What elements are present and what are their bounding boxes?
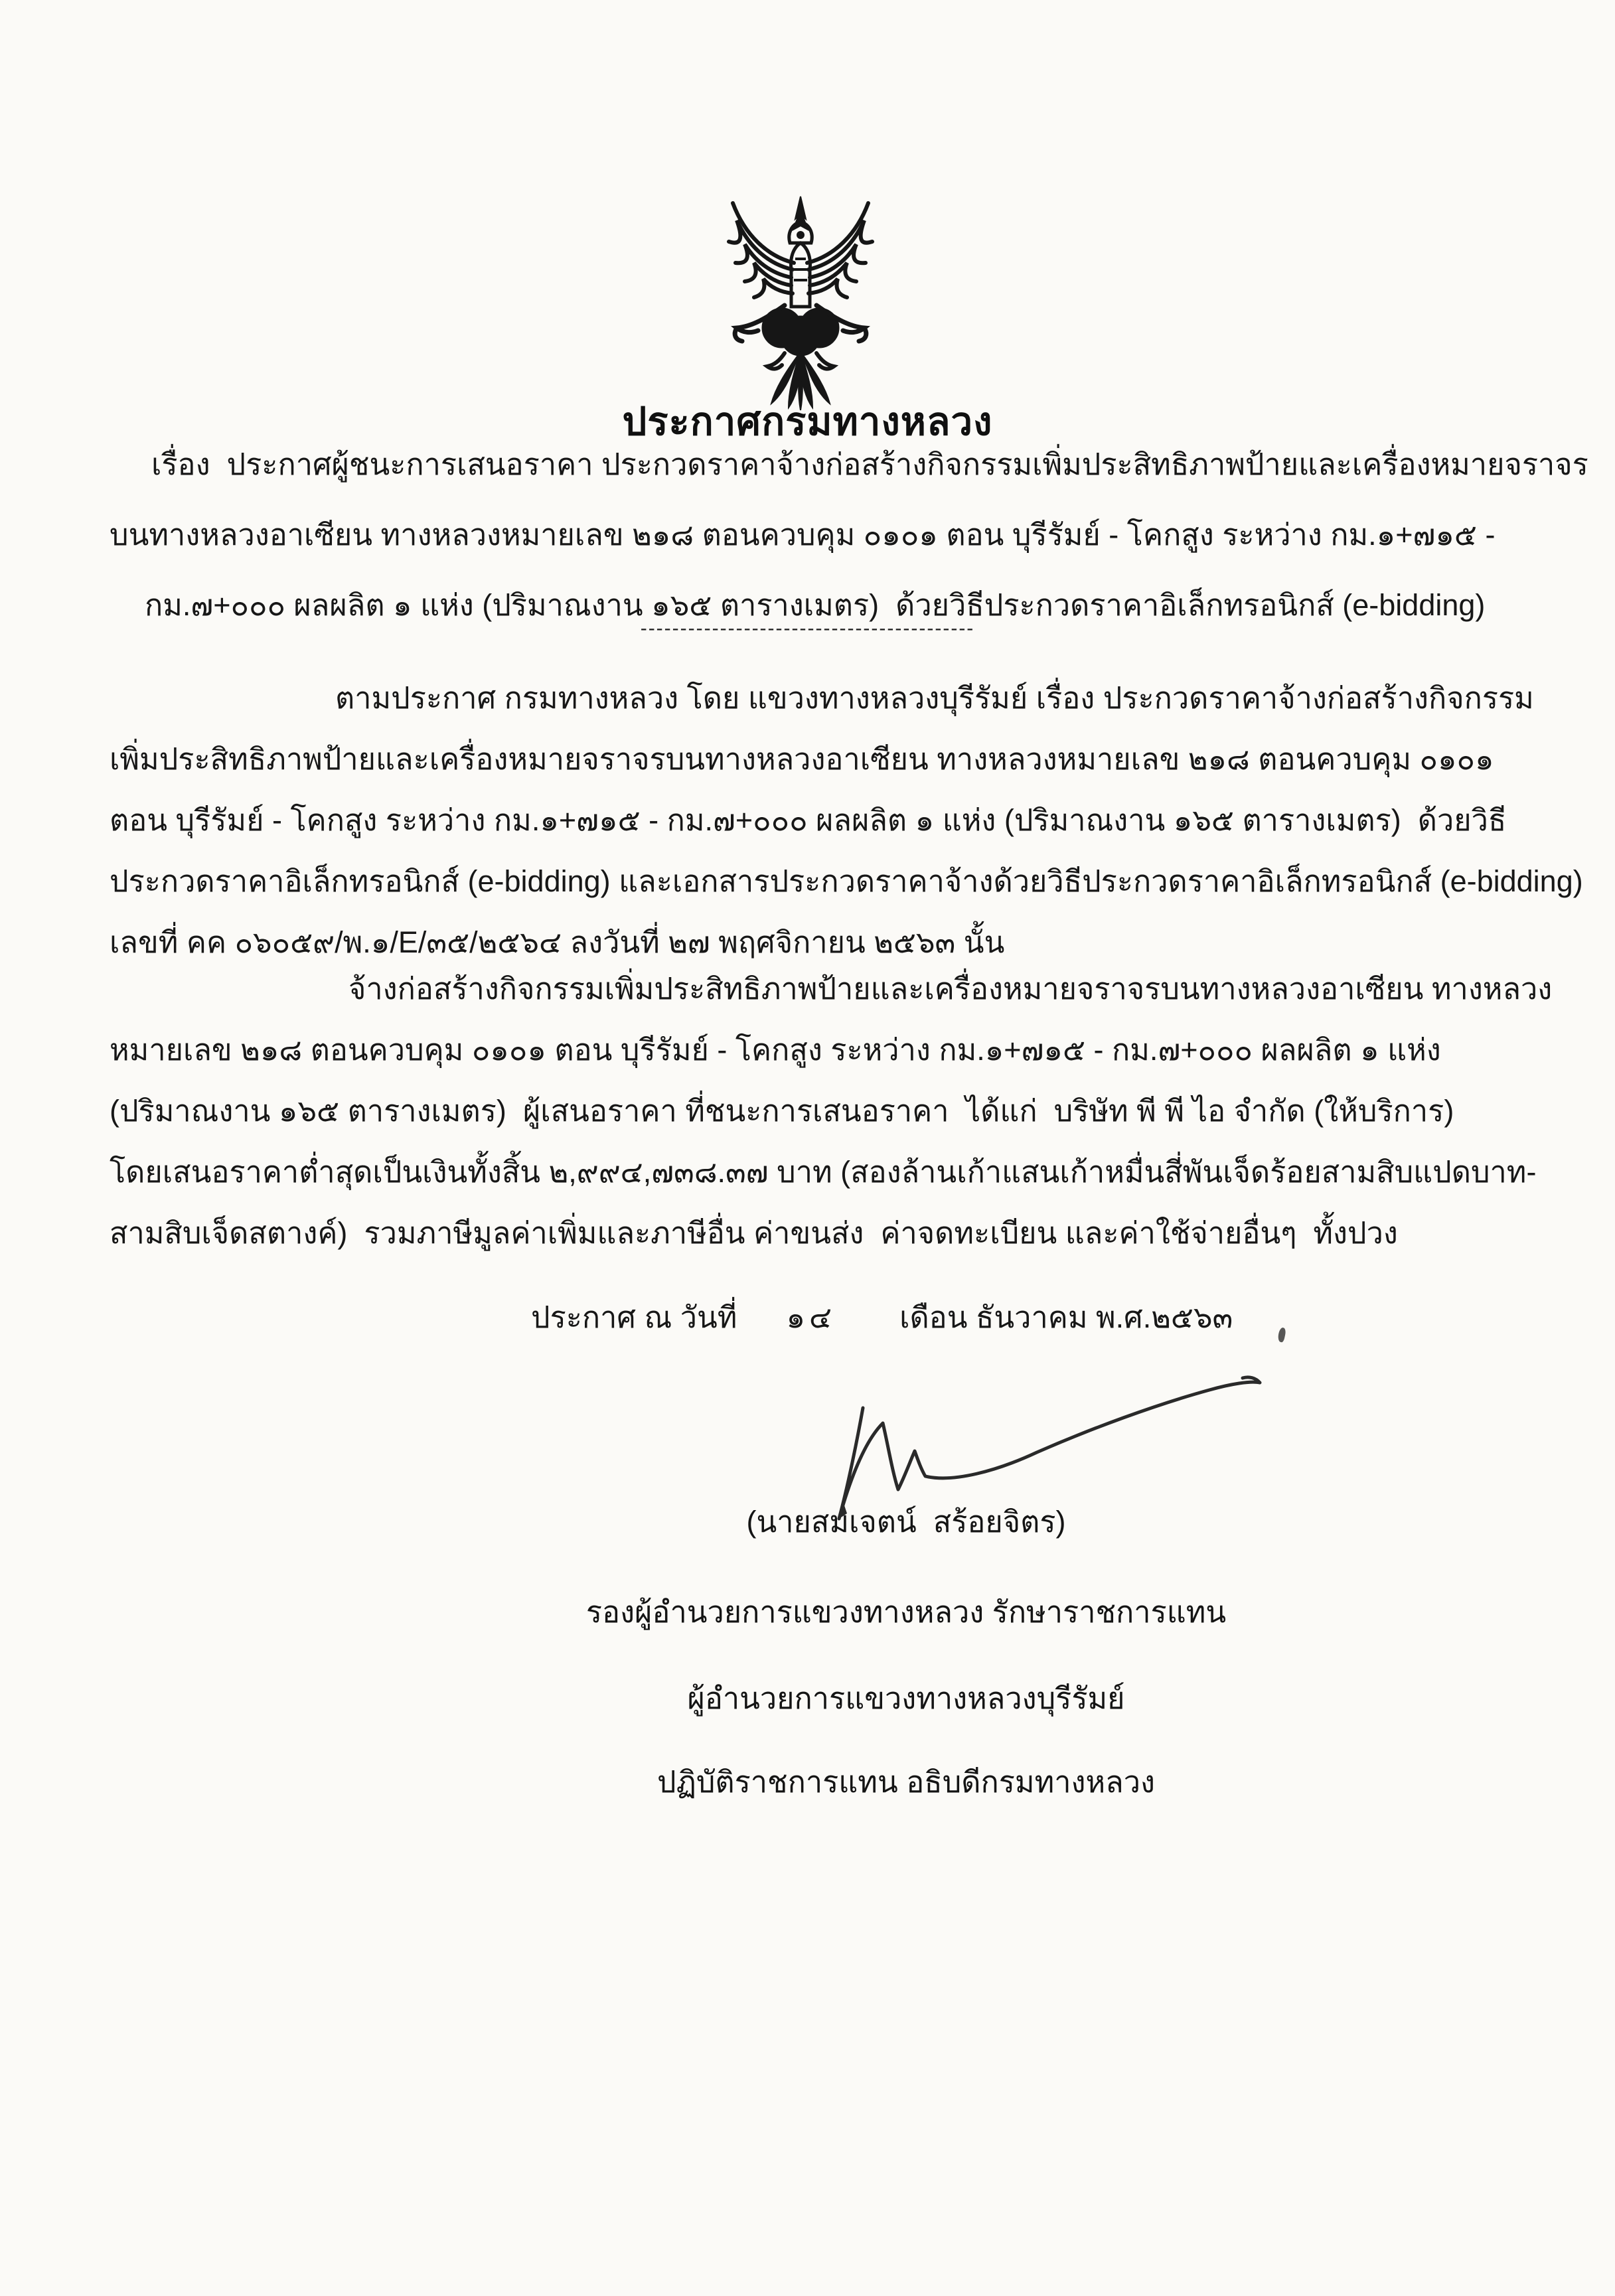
paragraph1-line-1: ตามประกาศ กรมทางหลวง โดย แขวงทางหลวงบุรีรัมย์ เรื่อง ประกวดราคาจ้างก่อสร้างกิจกรรม: [335, 681, 1534, 715]
paragraph1-line-4: ประกวดราคาอิเล็กทรอนิกส์ (e-bidding) และเอกสารประกวดราคาจ้างด้วยวิธีประกวดราคาอิเล็กทรอนิกส์ (e-bidding): [110, 864, 1583, 898]
paragraph1-line-2: เพิ่มประสิทธิภาพป้ายและเครื่องหมายจราจรบนทางหลวงอาเซียน ทางหลวงหมายเลข ๒๑๘ ตอนควบคุม ๐๑๐๑: [110, 742, 1494, 776]
date-day: ๑๔: [786, 1300, 836, 1334]
paragraph2-line-1: จ้างก่อสร้างกิจกรรมเพิ่มประสิทธิภาพป้ายและเครื่องหมายจราจรบนทางหลวงอาเซียน ทางหลวง: [348, 972, 1553, 1006]
subject-line-1: เรื่อง ประกาศผู้ชนะการเสนอราคา ประกวดราคาจ้างก่อสร้างกิจกรรมเพิ่มประสิทธิภาพป้ายและเครื่องหมายจราจร: [151, 447, 1588, 481]
signatory-name: (นายสมเจตน์ สร้อยจิตร): [746, 1505, 1066, 1539]
document-title: ประกาศกรมทางหลวง: [622, 400, 993, 443]
paragraph2-line-2: หมายเลข ๒๑๘ ตอนควบคุม ๐๑๐๑ ตอน บุรีรัมย์ - โคกสูง ระหว่าง กม.๑+๗๑๕ - กม.๗+๐๐๐ ผลผลิต ๑ แห่ง: [110, 1033, 1441, 1067]
signatory-title-3: ปฏิบัติราชการแทน อธิบดีกรมทางหลวง: [657, 1765, 1155, 1799]
subject-line-3: กม.๗+๐๐๐ ผลผลิต ๑ แห่ง (ปริมาณงาน ๑๖๕ ตารางเมตร) ด้วยวิธีประกวดราคาอิเล็กทรอนิกส์ (e-bidding): [145, 588, 1486, 622]
signatory-title-2: ผู้อำนวยการแขวงทางหลวงบุรีรัมย์: [687, 1681, 1125, 1715]
paragraph2-line-4: โดยเสนอราคาต่ำสุดเป็นเงินทั้งสิ้น ๒,๙๙๔,๗๓๘.๓๗ บาท (สองล้านเก้าแสนเก้าหมื่นสี่พันเจ็ดร้อยสามสิบแปดบาท-: [110, 1155, 1537, 1189]
paragraph2-line-3: (ปริมาณงาน ๑๖๕ ตารางเมตร) ผู้เสนอราคา ที่ชนะการเสนอราคา ได้แก่ บริษัท พี พี ไอ จำกัด (ให้บริการ): [110, 1094, 1454, 1128]
paragraph1-line-5: เลขที่ คค ๐๖๐๕๙/พ.๑/E/๓๕/๒๕๖๔ ลงวันที่ ๒๗ พฤศจิกายน ๒๕๖๓ นั้น: [110, 925, 1005, 959]
garuda-emblem-icon: [710, 171, 891, 397]
paragraph2-line-5: สามสิบเจ็ดสตางค์) รวมภาษีมูลค่าเพิ่มและภาษีอื่น ค่าขนส่ง ค่าจดทะเบียน และค่าใช้จ่ายอื่นๆ ทั้งปวง: [110, 1216, 1398, 1250]
date-suffix: เดือน ธันวาคม พ.ศ.๒๕๖๓: [899, 1300, 1233, 1334]
announcement-date-line: [531, 1293, 1233, 1341]
subject-line-2: บนทางหลวงอาเซียน ทางหลวงหมายเลข ๒๑๘ ตอนควบคุม ๐๑๐๑ ตอน บุรีรัมย์ - โคกสูง ระหว่าง กม.๑+๗๑๕ -: [110, 518, 1496, 552]
signature-stroke: [823, 1347, 1288, 1520]
dashed-separator: ------------------------------------------: [640, 617, 975, 639]
ink-speck-mark: [1277, 1327, 1286, 1343]
signatory-block: [451, 1497, 1361, 1816]
paragraph1-line-3: ตอน บุรีรัมย์ - โคกสูง ระหว่าง กม.๑+๗๑๕ - กม.๗+๐๐๐ ผลผลิต ๑ แห่ง (ปริมาณงาน ๑๖๕ ตารางเมตร) ด้วยวิธี: [110, 803, 1507, 837]
date-prefix: ประกาศ ณ วันที่: [531, 1300, 737, 1334]
signatory-title-1: รองผู้อำนวยการแขวงทางหลวง รักษาราชการแทน: [585, 1595, 1227, 1629]
